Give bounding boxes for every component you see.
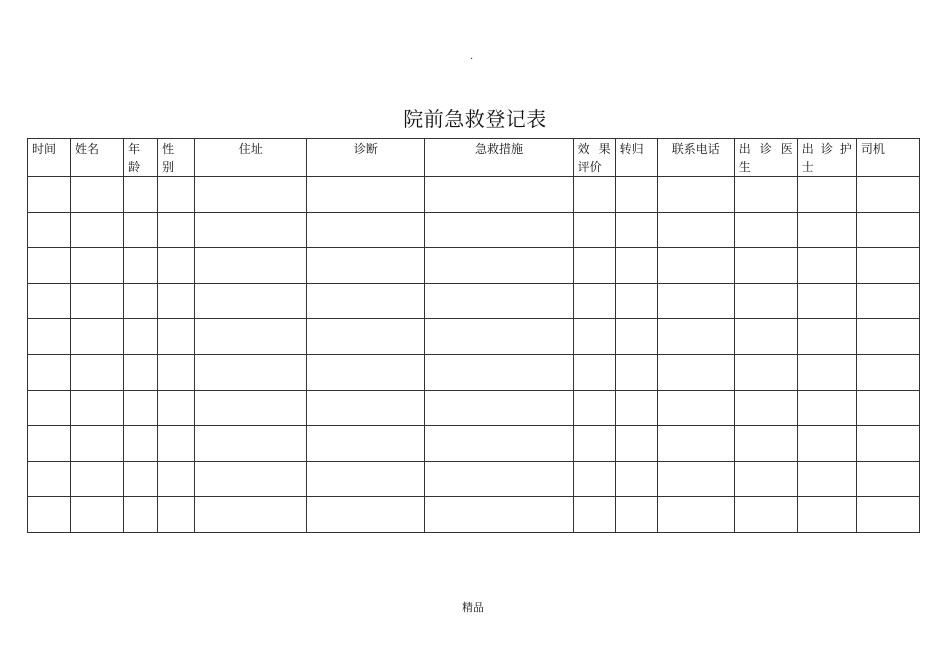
- header-mark: .: [470, 51, 474, 62]
- column-header-label: 士: [801, 160, 814, 174]
- table-cell[interactable]: [856, 461, 919, 497]
- table-cell[interactable]: [573, 426, 615, 462]
- table-cell[interactable]: [307, 354, 425, 390]
- table-cell[interactable]: [797, 390, 856, 426]
- table-cell[interactable]: [573, 177, 615, 213]
- table-cell[interactable]: [158, 497, 195, 533]
- table-cell[interactable]: [71, 461, 124, 497]
- table-cell[interactable]: [797, 354, 856, 390]
- table-cell[interactable]: [615, 177, 657, 213]
- table-cell[interactable]: [797, 283, 856, 319]
- table-cell[interactable]: [734, 212, 797, 248]
- table-cell[interactable]: [28, 426, 71, 462]
- table-cell[interactable]: [158, 212, 195, 248]
- column-header-label: 生: [738, 160, 751, 174]
- column-header-evaluation: [573, 139, 615, 177]
- table-cell[interactable]: [124, 283, 158, 319]
- table-cell[interactable]: [425, 390, 573, 426]
- table-header-row: [28, 139, 920, 177]
- table-cell[interactable]: [573, 248, 615, 284]
- table-cell[interactable]: [797, 248, 856, 284]
- table-cell[interactable]: [856, 177, 919, 213]
- column-header-sex: [158, 139, 195, 177]
- column-header-label: 司机: [860, 142, 885, 156]
- table-cell[interactable]: [615, 426, 657, 462]
- table-cell[interactable]: [28, 497, 71, 533]
- table-cell[interactable]: [797, 319, 856, 355]
- table-cell[interactable]: [71, 426, 124, 462]
- table-cell[interactable]: [124, 177, 158, 213]
- table-cell[interactable]: [657, 212, 734, 248]
- table-cell[interactable]: [124, 354, 158, 390]
- table-cell[interactable]: [71, 248, 124, 284]
- table-cell[interactable]: [195, 426, 307, 462]
- table-cell[interactable]: [195, 248, 307, 284]
- column-header-label: 龄: [128, 160, 141, 174]
- table-cell[interactable]: [28, 319, 71, 355]
- table-cell[interactable]: [195, 283, 307, 319]
- table-cell[interactable]: [615, 248, 657, 284]
- table-cell[interactable]: [797, 426, 856, 462]
- table-cell[interactable]: [195, 319, 307, 355]
- column-header-outcome: [615, 139, 657, 177]
- table-cell[interactable]: [657, 248, 734, 284]
- table-cell[interactable]: [195, 354, 307, 390]
- table-cell[interactable]: [573, 461, 615, 497]
- table-cell[interactable]: [71, 390, 124, 426]
- table-cell[interactable]: [28, 283, 71, 319]
- table-cell[interactable]: [657, 390, 734, 426]
- table-cell[interactable]: [307, 497, 425, 533]
- table-cell[interactable]: [425, 283, 573, 319]
- table-cell[interactable]: [797, 497, 856, 533]
- table-cell[interactable]: [657, 177, 734, 213]
- table-cell[interactable]: [425, 497, 573, 533]
- table-cell[interactable]: [307, 461, 425, 497]
- table-cell[interactable]: [28, 461, 71, 497]
- column-header-label: 效 果: [577, 142, 611, 156]
- column-header-label: 别: [162, 160, 175, 174]
- table-cell[interactable]: [28, 390, 71, 426]
- table-cell[interactable]: [71, 354, 124, 390]
- table-cell[interactable]: [124, 461, 158, 497]
- column-header-label: 评价: [577, 160, 602, 174]
- table-cell[interactable]: [734, 354, 797, 390]
- table-cell[interactable]: [195, 461, 307, 497]
- column-header-label: 出 诊 医: [738, 142, 793, 156]
- table-cell[interactable]: [28, 354, 71, 390]
- table-cell[interactable]: [425, 212, 573, 248]
- table-cell[interactable]: [195, 497, 307, 533]
- table-cell[interactable]: [573, 497, 615, 533]
- table-cell[interactable]: [124, 319, 158, 355]
- table-cell[interactable]: [307, 426, 425, 462]
- table-cell[interactable]: [71, 177, 124, 213]
- table-cell[interactable]: [425, 177, 573, 213]
- column-header-label: 年: [128, 142, 141, 156]
- table-row: [28, 354, 920, 390]
- column-header-label: 诊断: [353, 142, 378, 156]
- table-cell[interactable]: [307, 319, 425, 355]
- table-cell[interactable]: [734, 177, 797, 213]
- table-cell[interactable]: [71, 319, 124, 355]
- table-row: [28, 177, 920, 213]
- table-cell[interactable]: [195, 390, 307, 426]
- table-cell[interactable]: [856, 319, 919, 355]
- table-row: [28, 283, 920, 319]
- table-cell[interactable]: [573, 390, 615, 426]
- table-cell[interactable]: [28, 212, 71, 248]
- table-cell[interactable]: [657, 426, 734, 462]
- table-cell[interactable]: [307, 212, 425, 248]
- table-cell[interactable]: [573, 212, 615, 248]
- column-header-label: 转归: [619, 142, 644, 156]
- table-cell[interactable]: [158, 248, 195, 284]
- table-cell[interactable]: [615, 319, 657, 355]
- table-cell[interactable]: [158, 177, 195, 213]
- table-cell[interactable]: [797, 212, 856, 248]
- table-row: [28, 212, 920, 248]
- table-cell[interactable]: [856, 354, 919, 390]
- table-cell[interactable]: [158, 426, 195, 462]
- column-header-time: [28, 139, 71, 177]
- table-cell[interactable]: [307, 248, 425, 284]
- column-header-nurse: [797, 139, 856, 177]
- table-cell[interactable]: [425, 354, 573, 390]
- table-cell[interactable]: [856, 390, 919, 426]
- table-cell[interactable]: [124, 426, 158, 462]
- table-cell[interactable]: [307, 390, 425, 426]
- table-cell[interactable]: [615, 212, 657, 248]
- table-cell[interactable]: [158, 354, 195, 390]
- table-row: [28, 248, 920, 284]
- table-cell[interactable]: [124, 212, 158, 248]
- table-cell[interactable]: [28, 248, 71, 284]
- table-cell[interactable]: [425, 461, 573, 497]
- table-cell[interactable]: [195, 177, 307, 213]
- table-cell[interactable]: [856, 497, 919, 533]
- table-cell[interactable]: [615, 390, 657, 426]
- table-cell[interactable]: [657, 497, 734, 533]
- table-cell[interactable]: [856, 426, 919, 462]
- column-header-label: 联系电话: [671, 142, 720, 156]
- column-header-driver: [856, 139, 919, 177]
- column-header-name: [71, 139, 124, 177]
- page-footer: 精品: [462, 601, 484, 614]
- column-header-label: 住址: [238, 142, 263, 156]
- column-header-label: 性: [162, 142, 175, 156]
- column-header-phone: [657, 139, 734, 177]
- table-row: [28, 390, 920, 426]
- register-table: [27, 138, 920, 533]
- table-cell[interactable]: [657, 354, 734, 390]
- table-cell[interactable]: [195, 212, 307, 248]
- table-cell[interactable]: [734, 248, 797, 284]
- column-header-address: [195, 139, 307, 177]
- column-header-age: [124, 139, 158, 177]
- table-row: [28, 461, 920, 497]
- table-cell[interactable]: [615, 283, 657, 319]
- table-cell[interactable]: [71, 283, 124, 319]
- table-cell[interactable]: [71, 497, 124, 533]
- table-cell[interactable]: [307, 283, 425, 319]
- table-cell[interactable]: [158, 461, 195, 497]
- table-cell[interactable]: [615, 461, 657, 497]
- column-header-label: 姓名: [75, 142, 100, 156]
- table-cell[interactable]: [124, 248, 158, 284]
- table-cell[interactable]: [425, 426, 573, 462]
- table-cell[interactable]: [797, 177, 856, 213]
- table-cell[interactable]: [856, 212, 919, 248]
- table-cell[interactable]: [573, 283, 615, 319]
- table-row: [28, 426, 920, 462]
- table-cell[interactable]: [797, 461, 856, 497]
- table-cell[interactable]: [615, 497, 657, 533]
- table-cell[interactable]: [734, 390, 797, 426]
- column-header-treatment: [425, 139, 573, 177]
- column-header-label: 出 诊 护: [801, 142, 852, 156]
- column-header-label: 急救措施: [474, 142, 523, 156]
- table-cell[interactable]: [856, 283, 919, 319]
- table-cell[interactable]: [734, 426, 797, 462]
- column-header-diagnosis: [307, 139, 425, 177]
- table-cell[interactable]: [28, 177, 71, 213]
- table-cell[interactable]: [734, 283, 797, 319]
- table-cell[interactable]: [71, 212, 124, 248]
- table-body: [28, 177, 920, 533]
- table-row: [28, 497, 920, 533]
- table-cell[interactable]: [615, 354, 657, 390]
- table-cell[interactable]: [124, 497, 158, 533]
- table-cell[interactable]: [573, 319, 615, 355]
- table-cell[interactable]: [124, 390, 158, 426]
- table-cell[interactable]: [158, 319, 195, 355]
- table-cell[interactable]: [657, 461, 734, 497]
- table-cell[interactable]: [573, 354, 615, 390]
- table-cell[interactable]: [734, 497, 797, 533]
- table-cell[interactable]: [425, 248, 573, 284]
- table-cell[interactable]: [657, 319, 734, 355]
- table-cell[interactable]: [158, 283, 195, 319]
- table-cell[interactable]: [734, 461, 797, 497]
- page-title: 院前急救登记表: [403, 107, 547, 131]
- table-row: [28, 319, 920, 355]
- column-header-label: 时间: [32, 142, 57, 156]
- column-header-doctor: [734, 139, 797, 177]
- table-cell[interactable]: [425, 319, 573, 355]
- table-cell[interactable]: [307, 177, 425, 213]
- table-cell[interactable]: [856, 248, 919, 284]
- table-cell[interactable]: [158, 390, 195, 426]
- table-cell[interactable]: [734, 319, 797, 355]
- table-cell[interactable]: [657, 283, 734, 319]
